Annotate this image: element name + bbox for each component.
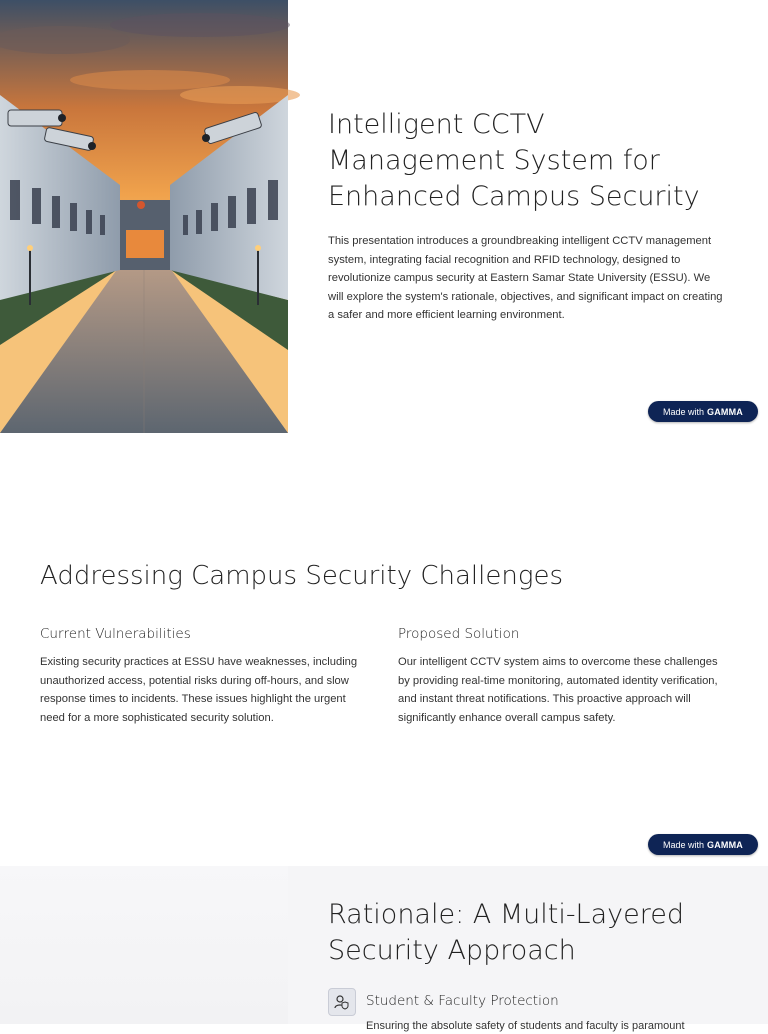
column-heading: Current Vulnerabilities [40,626,191,642]
gamma-logo-text: GAMMA [707,406,744,417]
slide-intro [0,0,768,433]
made-with-gamma-badge[interactable] [648,834,758,855]
feature-body: Ensuring the absolute safety of students and faculty is paramount [366,1020,685,1032]
campus-cctv-photo [0,0,288,433]
current-vulnerabilities-column [40,625,370,727]
slide-title: Addressing Campus Security Challenges [40,561,563,591]
badge-prefix: Made with [662,839,705,850]
feature-heading: Student & Faculty Protection [366,993,559,1009]
proposed-solution-column [398,625,728,727]
column-body: Existing security practices at ESSU have weaknesses, including unauthorized access, potential risks during off-hours, and slow response times to incidents. These issues highlight the urgent need for a more sophisticated security solution. [40,656,358,724]
badge-prefix: Made with [662,406,705,417]
slide-title: Rationale: A Multi-Layered Security Approach [328,899,684,966]
image-placeholder [0,866,288,1024]
slide-rationale [0,866,768,1032]
gamma-logo-text: GAMMA [707,839,744,850]
column-body: Our intelligent CCTV system aims to overcome these challenges by providing real-time monitoring, automated identity verification, and instant threat notifications. This proactive approach will significantly enhance overall campus safety. [398,656,718,724]
column-heading: Proposed Solution [398,626,520,642]
slide-title: Intelligent CCTV Management System for Enhanced Campus Security [328,109,700,212]
intro-paragraph: This presentation introduces a groundbreaking intelligent CCTV management system, integrating facial recognition and RFID technology, designed to revolutionize campus security at Eastern Samar State University (ESSU). We will explore the system's rationale, objectives, and significant impact on creating a safer and more efficient learning environment. [328,235,723,322]
slide-challenges [0,433,768,866]
made-with-gamma-badge[interactable] [648,401,758,422]
user-shield-icon [328,988,356,1016]
